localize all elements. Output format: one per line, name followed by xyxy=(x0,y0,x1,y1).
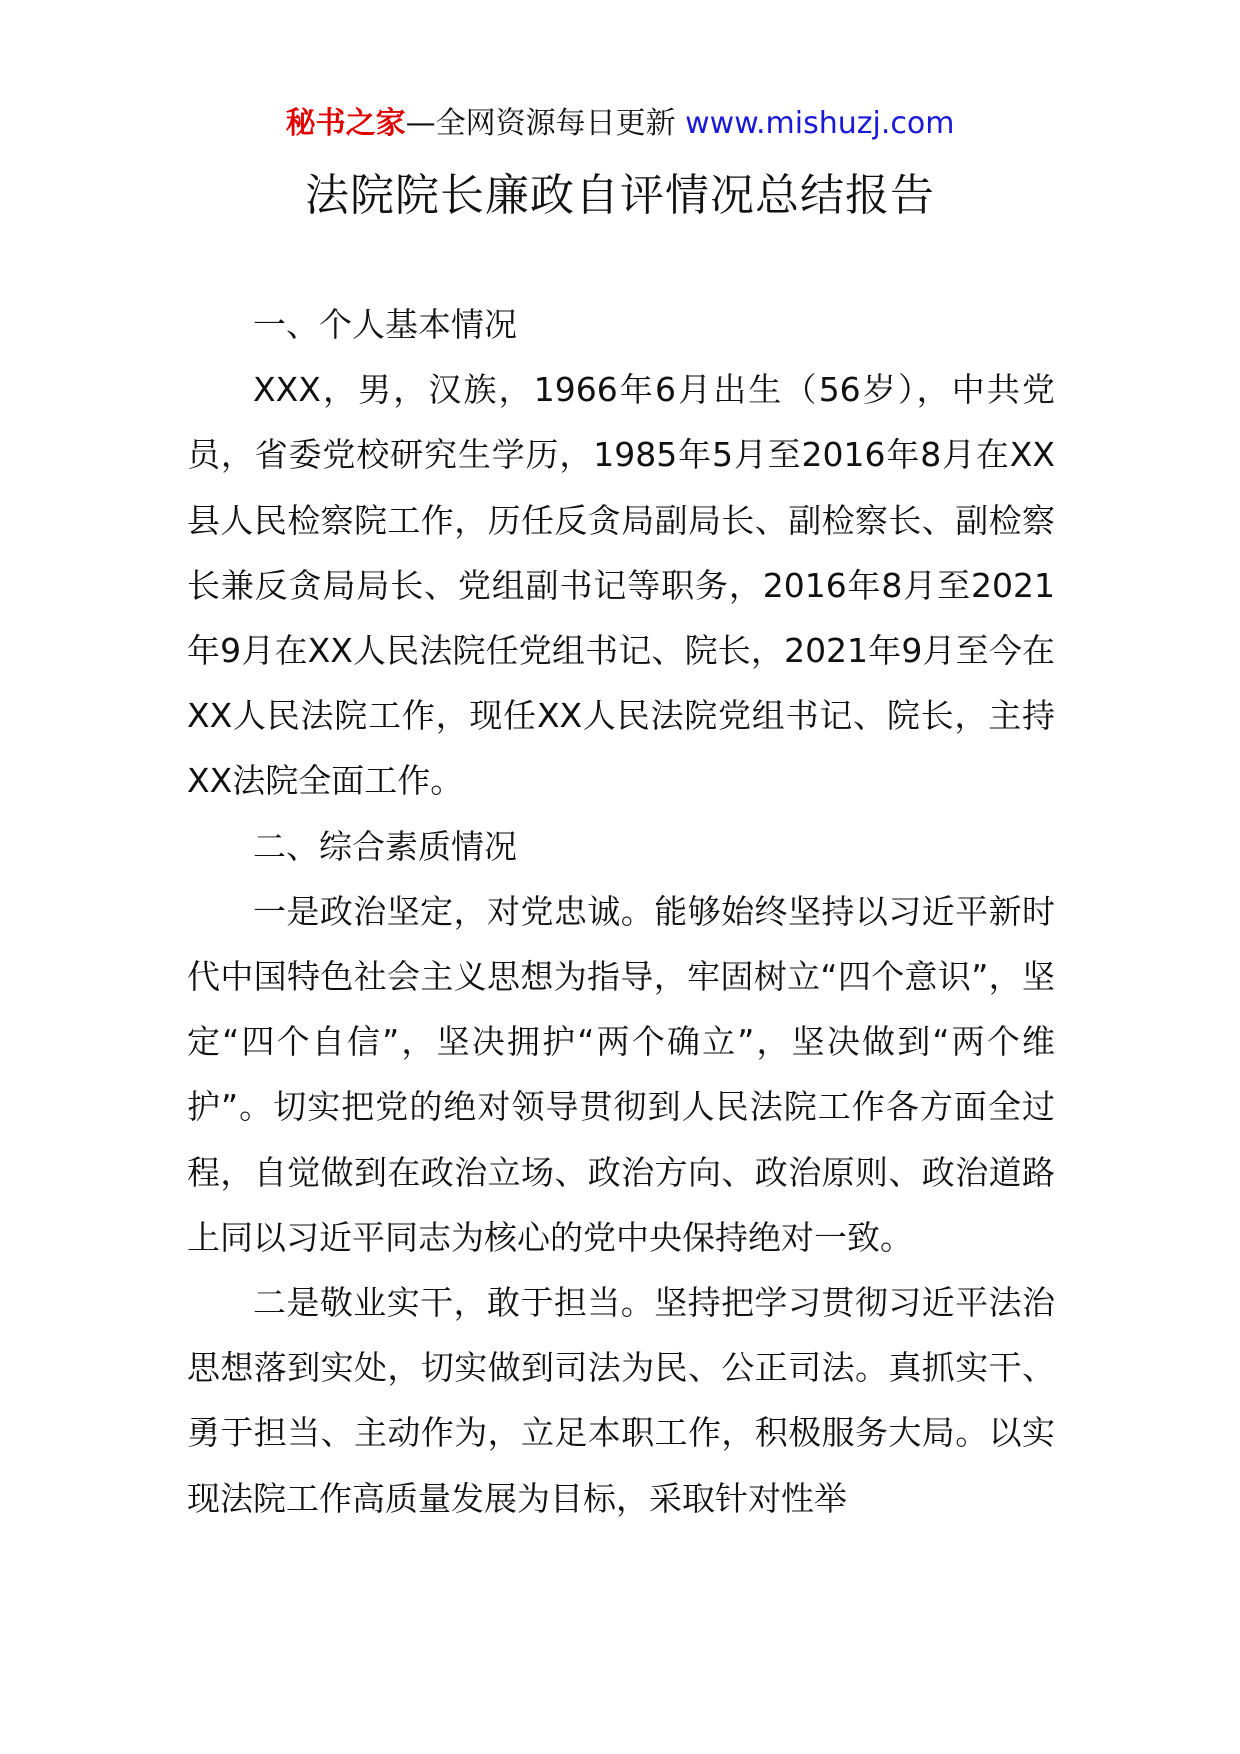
site-banner xyxy=(0,104,1240,144)
section-heading-personal-info: 一、个人基本情况 xyxy=(253,305,517,344)
paragraph-personal-info: XXX，男，汉族，1966年6月出生（56岁），中共党员，省委党校研究生学历，1985年5月至2016年8月在XX县人民检察院工作，历任反贪局副局长、副检察长、副检察长兼反贪局局长、党组副书记等职务，2016年8月至2021年9月在XX人民法院任党组书记、院长，2021年9月至今在XX人民法院工作，现任XX人民法院党组书记、院长，主持XX法院全面工作。 xyxy=(187,370,1055,801)
banner-slogan: —全网资源每日更新 xyxy=(405,106,676,141)
document-title: 法院院长廉政自评情况总结报告 xyxy=(305,170,935,221)
banner-url-link[interactable]: www.mishuzj.com xyxy=(685,106,955,141)
section-heading-overall-quality: 二、综合素质情况 xyxy=(253,826,517,866)
document-body xyxy=(187,292,1055,1531)
paragraph-political-stance: 一是政治坚定，对党忠诚。能够始终坚持以习近平新时代中国特色社会主义思想为指导，牢固树立“四个意识”，坚定“四个自信”，坚决拥护“两个确立”，坚决做到“两个维护”。切实把党的绝对领导贯彻到人民法院工作各方面全过程，自觉做到在政治立场、政治方向、政治原则、政治道路上同以习近平同志为核心的党中央保持绝对一致。 xyxy=(187,891,1055,1257)
banner-brand: 秘书之家 xyxy=(285,106,406,141)
paragraph-dedication: 二是敬业实干，敢于担当。坚持把学习贯彻习近平法治思想落到实处，切实做到司法为民、公正司法。真抓实干、勇于担当、主动作为，立足本职工作，积极服务大局。以实现法院工作高质量发展为目标，采取针对性举 xyxy=(187,1283,1055,1518)
